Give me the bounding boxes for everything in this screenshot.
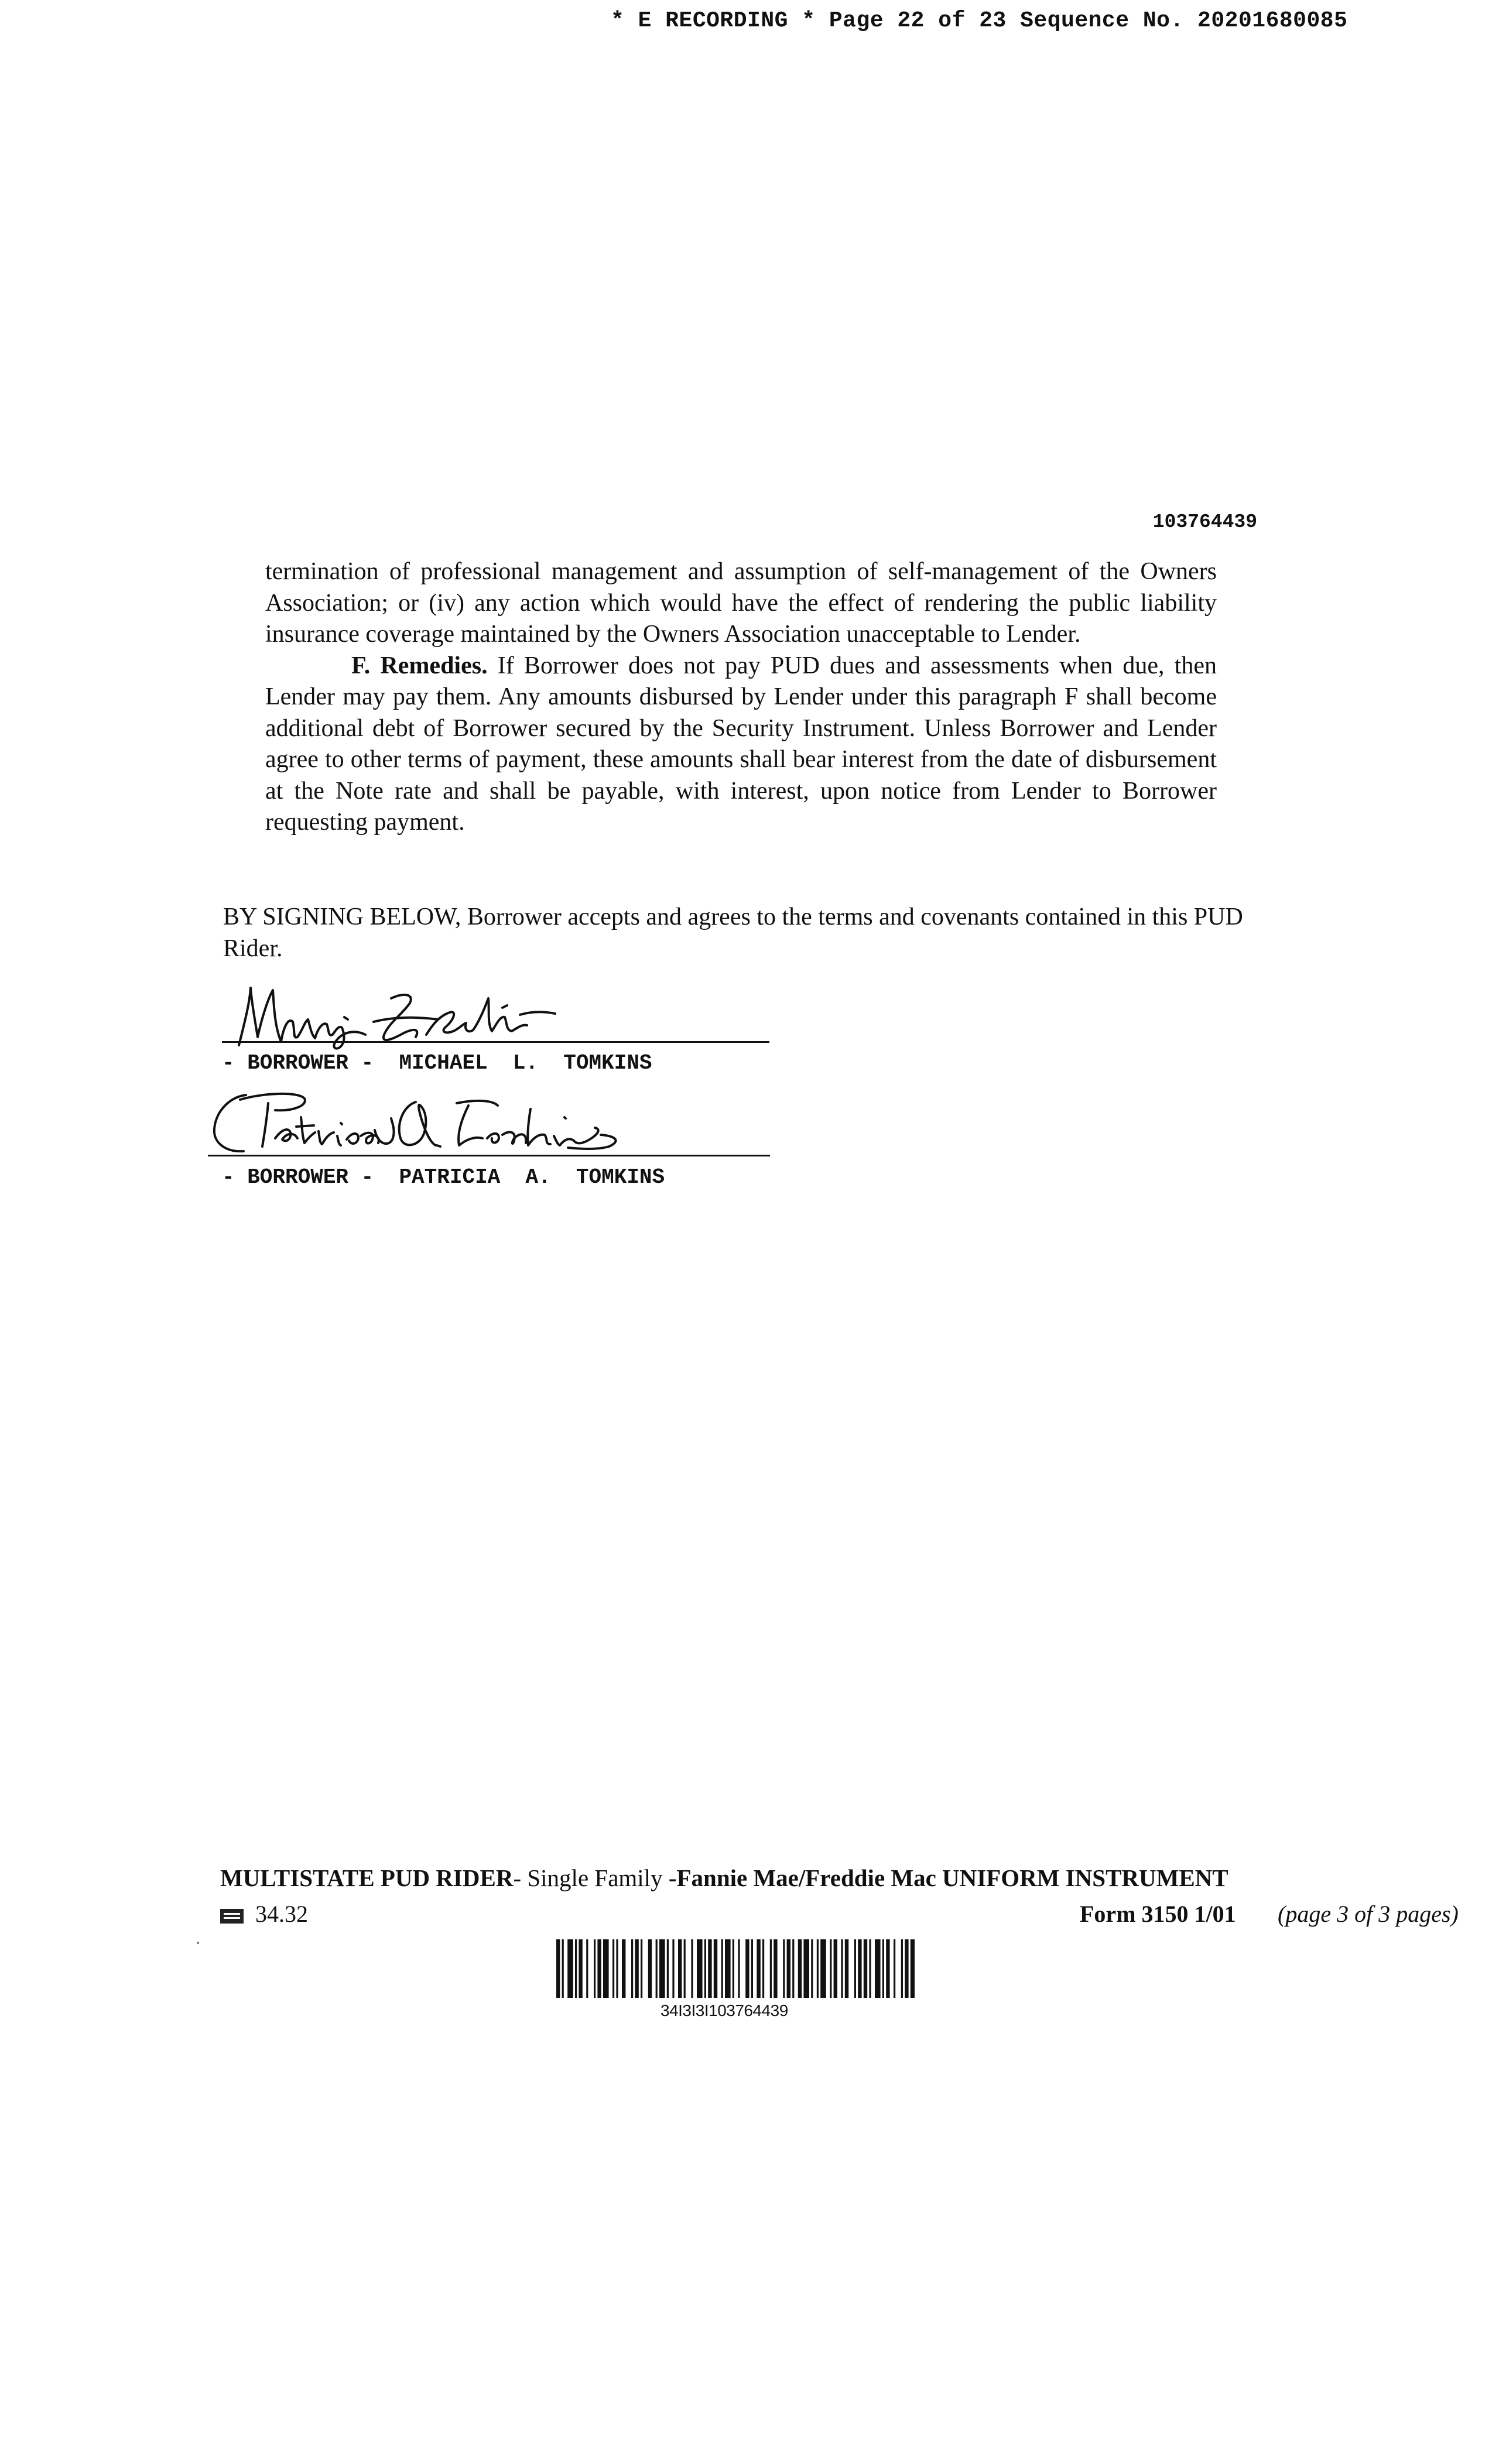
barcode-bar [905, 1939, 908, 1998]
barcode-bar [894, 1939, 895, 1998]
barcode-bar [603, 1939, 609, 1998]
rider-body [265, 556, 1217, 839]
barcode-bar [745, 1939, 749, 1998]
barcode-bar [901, 1939, 903, 1998]
barcode-bar [697, 1939, 703, 1998]
form-title-plain: Single Family [527, 1864, 669, 1891]
barcode-bar [631, 1939, 633, 1998]
form-title-bold: MULTISTATE PUD RIDER [220, 1864, 514, 1891]
barcode-bar [738, 1939, 740, 1998]
barcode-bar [830, 1939, 831, 1998]
barcode-bar [635, 1939, 638, 1998]
barcode-bar [622, 1939, 625, 1998]
barcode-bar [575, 1939, 577, 1998]
barcode-bar [656, 1939, 658, 1998]
barcode-bar [641, 1939, 642, 1998]
loan-number: 103764439 [1152, 511, 1257, 533]
remedies-text: If Borrower does not pay PUD dues and assessments when due, then Lender may pay them. Any amounts disbursed by Lender under this paragraph F shall become additional debt of Borrower secured by the Security Instrument. Unless Borrower and Lender agree to other terms of payment, these amounts shall bear interest from the date of disbursement at the Note rate and shall be payable, with interest, upon notice from Lender to Borrower requesting payment. [265, 652, 1217, 836]
barcode-bar [803, 1939, 809, 1998]
barcode-bar [648, 1939, 652, 1998]
barcode-bar [678, 1939, 682, 1998]
barcode-bar [820, 1939, 826, 1998]
form-title-dash: - [513, 1864, 528, 1891]
barcode-bar [787, 1939, 790, 1998]
barcode-bar [684, 1939, 686, 1998]
barcode-bar [721, 1939, 723, 1998]
barcode-bar [774, 1939, 777, 1998]
form-info-row [220, 1900, 1459, 1928]
page-info: (page 3 of 3 pages) [1278, 1901, 1459, 1927]
barcode-bar [562, 1939, 564, 1998]
form-title-bold-2: -Fannie Mae/Freddie Mac UNIFORM INSTRUMENT [668, 1864, 1228, 1891]
barcode-bar [579, 1939, 582, 1998]
barcode-bar [708, 1939, 711, 1998]
barcode-number: 34I3I3I103764439 [660, 2001, 788, 2020]
scan-speck [197, 1942, 199, 1944]
barcode-bar [783, 1939, 785, 1998]
barcode-bar [704, 1939, 706, 1998]
barcode-bar [667, 1939, 669, 1998]
barcode-bar [798, 1939, 802, 1998]
barcode-bar [882, 1939, 884, 1998]
barcode-bar [858, 1939, 861, 1998]
barcode-bar [616, 1939, 618, 1998]
signing-statement-text: BY SIGNING BELOW, Borrower accepts and agrees to the terms and covenants contained in this PUD Rider. [223, 904, 1243, 962]
barcode-bar [911, 1939, 915, 1998]
barcode-bar [757, 1939, 760, 1998]
barcode-bar [875, 1939, 881, 1998]
barcode-bar [841, 1939, 843, 1998]
signature-line-2 [208, 1155, 770, 1156]
barcode-bar [811, 1939, 813, 1998]
barcode-bar [586, 1939, 588, 1998]
recording-header: * E RECORDING * Page 22 of 23 Sequence No. 20201680085 [611, 8, 1348, 33]
signing-statement [223, 902, 1258, 964]
barcode-bar [817, 1939, 819, 1998]
paragraph-continuation: termination of professional management and assumption of self-management of the Owners Association; or (iv) any action which would have the effect of rendering the public liability insurance coverage maintained by the Owners Association unacceptable to Lender. [265, 558, 1217, 648]
form-version: 34.32 [255, 1901, 308, 1927]
barcode-bar [854, 1939, 856, 1998]
barcode-bar [886, 1939, 889, 1998]
barcode-bar [733, 1939, 734, 1998]
paragraph-remedies [265, 651, 1217, 839]
form-title [220, 1864, 1228, 1892]
barcode-bar [594, 1939, 596, 1998]
barcode-bar [691, 1939, 693, 1998]
barcode-bar [751, 1939, 753, 1998]
barcode-bar [672, 1939, 674, 1998]
barcode-bar [834, 1939, 837, 1998]
signature-michael-tomkins [227, 981, 602, 1057]
borrower-label-1: - BORROWER - MICHAEL L. TOMKINS [222, 1051, 652, 1075]
barcode-bar [597, 1939, 601, 1998]
barcode-bar [714, 1939, 717, 1998]
signature-line-1 [222, 1041, 769, 1043]
form-symbol-icon [220, 1909, 244, 1924]
barcode-bar [792, 1939, 794, 1998]
barcode-bar [567, 1939, 573, 1998]
borrower-label-2: - BORROWER - PATRICIA A. TOMKINS [222, 1165, 665, 1189]
signature-patricia-tomkins [205, 1082, 650, 1158]
barcode-bar [612, 1939, 614, 1998]
barcode-icon [556, 1939, 915, 1999]
barcode-bar [770, 1939, 772, 1998]
barcode-bar [659, 1939, 665, 1998]
barcode-bar [556, 1939, 560, 1998]
barcode-bar [725, 1939, 731, 1998]
barcode-bar [864, 1939, 867, 1998]
barcode-bar [869, 1939, 871, 1998]
barcode-bar [762, 1939, 764, 1998]
remedies-heading: F. Remedies. [351, 652, 488, 679]
form-code: Form 3150 1/01 [1080, 1901, 1236, 1927]
barcode-bar [845, 1939, 848, 1998]
